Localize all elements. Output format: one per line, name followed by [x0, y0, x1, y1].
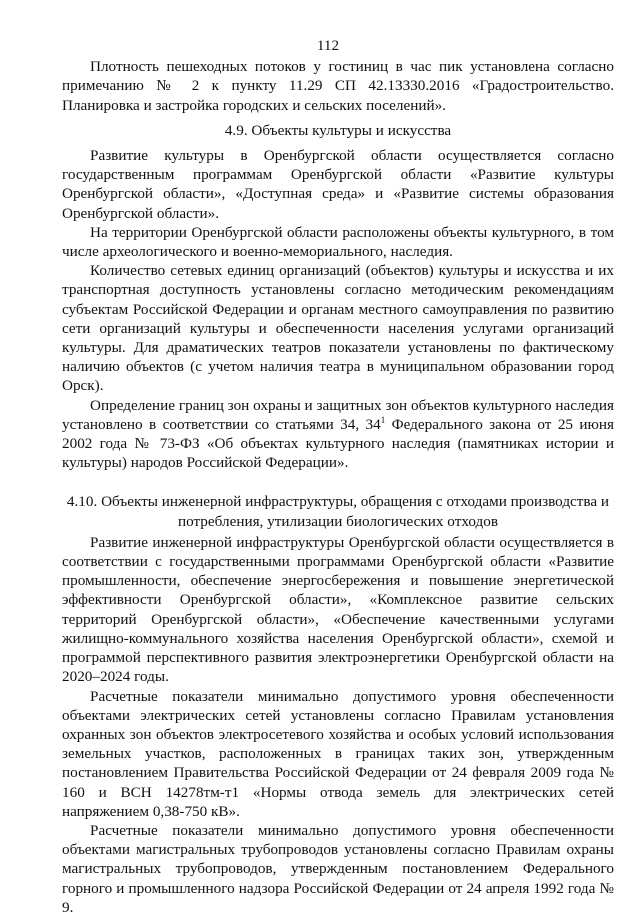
- section-4-10-paragraph: Расчетные показатели минимально допустимого уровня обеспеченности объектами магистральных трубопроводов установлены согласно Правилам охраны магистральных трубопроводов, утвержденным постановлением Федерального горного и промышленного надзора Российской Федерации от 24 апреля 1992 года № 9.: [62, 821, 614, 916]
- footnote-superscript: 1: [380, 414, 386, 425]
- section-4-9-paragraph: На территории Оренбургской области расположены объекты культурного, в том числе археологического и военно-мемориального, наследия.: [62, 223, 614, 261]
- section-4-9-paragraph: Количество сетевых единиц организаций (объектов) культуры и искусства и их транспортная доступность установлены согласно методическим рекомендациям субъектам Российской Федерации и органам местного самоуправления по развитию сети организаций культуры и обеспеченности населения услугами организаций культуры. Для драматических театров показатели установлены по фактическому наличию объектов (с учетом наличия театра в муниципальном образовании город Орск).: [62, 262, 614, 395]
- section-4-10-paragraph: Расчетные показатели минимально допустимого уровня обеспеченности объектами электрических сетей установлены согласно Правилам установления охранных зон объектов электросетевого хозяйства и особых условий использования земельных участков, расположенных в границах таких зон, утвержденным постановлением Правительства Российской Федерации от 24 февраля 2009 года № 160 и ВСН 14278тм-т1 «Нормы отвода земель для электрических сетей напряжением 0,38-750 кВ».: [62, 687, 614, 820]
- page-number: 112: [316, 37, 340, 54]
- section-4-9-paragraph: Развитие культуры в Оренбургской области осуществляется согласно государственным программам Оренбургской области «Развитие культуры Оренбургской области», «Доступная среда» и «Развитие системы образования Оренбургской области».: [62, 147, 614, 222]
- section-4-9-paragraph: [62, 396, 614, 473]
- intro-paragraph: Плотность пешеходных потоков у гостиниц в час пик установлена согласно примечанию № 2 к пункту 11.29 СП 42.13330.2016 «Градостроительство. Планировка и застройка городских и сельских поселений».: [62, 58, 614, 114]
- section-4-9-heading: 4.9. Объекты культуры и искусства: [224, 121, 452, 139]
- section-4-10-paragraph: Развитие инженерной инфраструктуры Оренбургской области осуществляется в соответствии с государственными программами Оренбургской области «Развитие промышленности, обеспечение энергосбережения и повышение энергетической эффективности Оренбургской области», «Комплексное развитие сельских территорий Оренбургской области», «Обеспечение качественными услугами жилищно-коммунального хозяйства населения Оренбургской области», схемой и программой перспективного развития электроэнергетики Оренбургской области на 2020–2024 годы.: [62, 533, 614, 686]
- paragraph-text: Федерального закона от 25 июня 2002 года № 73-ФЗ «Об объектах культурного наследия (памятниках истории и культуры) народов Российской Федерации».: [62, 415, 614, 472]
- section-4-10-heading: 4.10. Объекты инженерной инфраструктуры, обращения с отходами производства и потребления, утилизации биологических отходов: [66, 493, 610, 530]
- paragraph-text: Определение границ зон охраны и защитных зон объектов культурного наследия установлено в соответствии со статьями 34, 34: [62, 396, 614, 433]
